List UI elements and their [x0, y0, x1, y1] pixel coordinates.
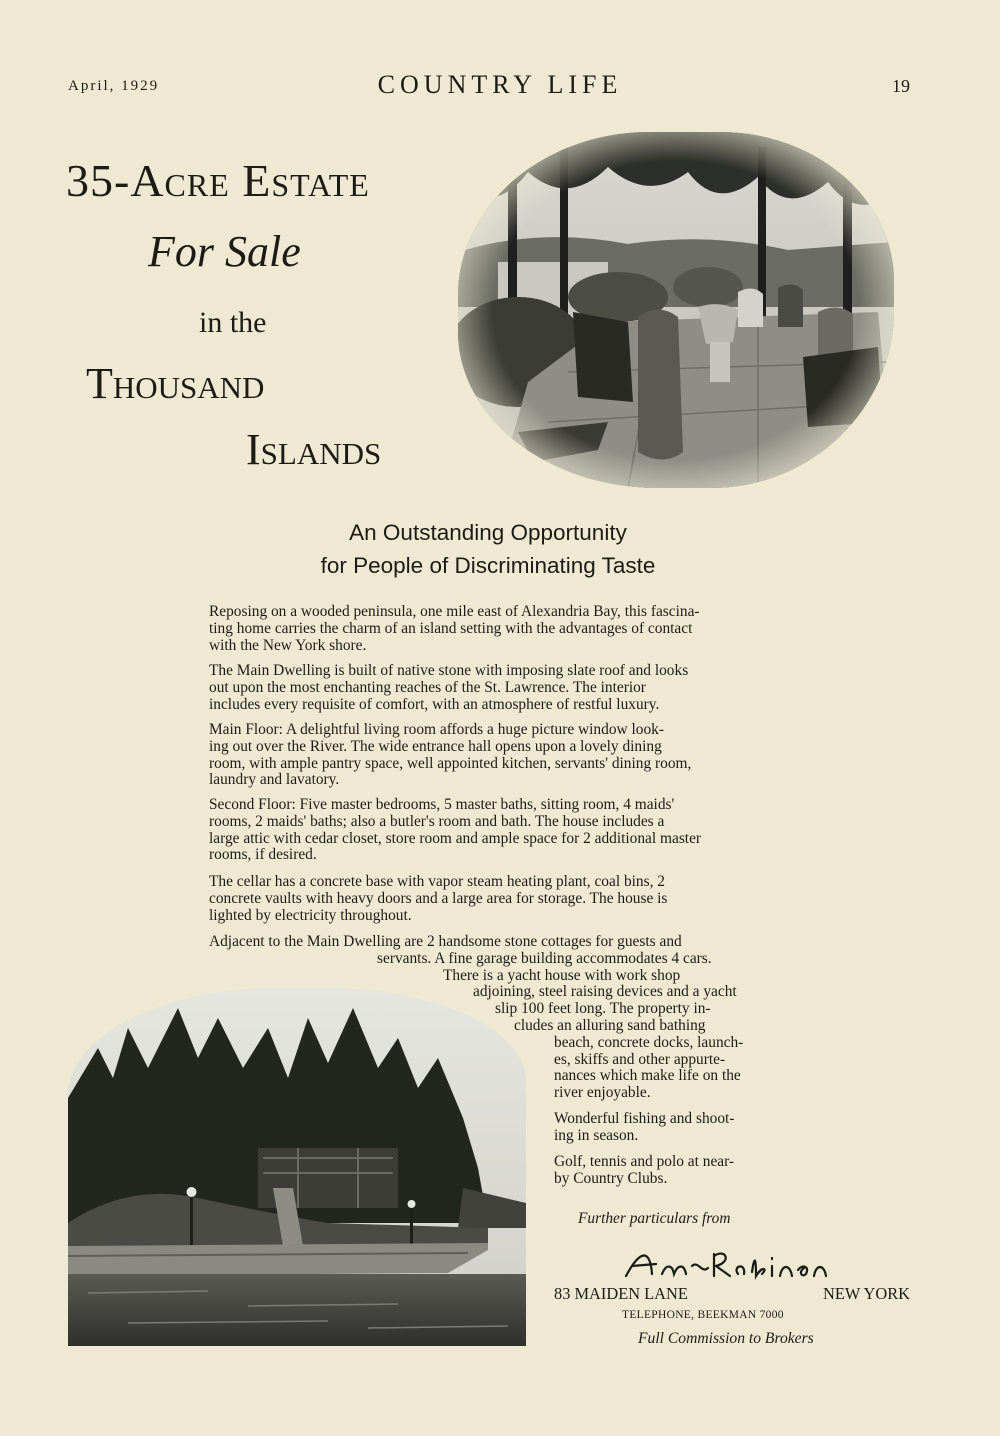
- page-number: 19: [892, 76, 910, 96]
- text-line: out upon the most enchanting reaches of the St. Lawrence. The interior: [209, 678, 646, 696]
- text-line: The Main Dwelling is built of native stone with imposing slate roof and looks: [209, 662, 689, 679]
- street-address: 83 MAIDEN LANE: [554, 1284, 688, 1303]
- text-line: includes every requisite of comfort, with an atmosphere of restful luxury.: [209, 695, 660, 713]
- terrace-photo: [458, 132, 894, 488]
- text-line: rooms, if desired.: [209, 846, 317, 864]
- subheading: [240, 516, 736, 582]
- text-line: ing in season.: [554, 1126, 639, 1144]
- text-line: rooms, 2 maids' baths; also a butler's room and bath. The house includes a: [209, 812, 665, 830]
- telephone: TELEPHONE, BEEKMAN 7000: [622, 1309, 784, 1321]
- subheading-line-1: An Outstanding Opportunity: [349, 520, 627, 545]
- headline-for-sale: For Sale: [148, 227, 301, 276]
- text-line: lighted by electricity throughout.: [209, 906, 412, 924]
- text-line: nances which make life on the: [554, 1067, 741, 1085]
- broker-commission-note: Full Commission to Brokers: [638, 1330, 814, 1347]
- shoreline-photo: [68, 988, 526, 1346]
- text-line: room, with ample pantry space, well appointed kitchen, servants' dining room,: [209, 754, 692, 772]
- text-line: with the New York shore.: [209, 636, 367, 654]
- headline-in-the: in the: [199, 306, 267, 339]
- signature-logo: [622, 1244, 842, 1289]
- text-line: There is a yacht house with work shop: [443, 966, 681, 984]
- magazine-title: COUNTRY LIFE: [377, 70, 623, 99]
- paragraph-location: [209, 604, 765, 654]
- headline-acreage: 35-Acre Estate: [66, 155, 370, 206]
- text-line: by Country Clubs.: [554, 1169, 668, 1187]
- text-line: laundry and lavatory.: [209, 771, 340, 789]
- text-line: cludes an alluring sand bathing: [514, 1016, 706, 1034]
- terrace-photo-graphic: [458, 132, 894, 488]
- text-line: servants. A fine garage building accommodates 4 cars.: [377, 949, 712, 967]
- paragraph-second-floor: [209, 797, 765, 864]
- text-line: large attic with cedar closet, store room and ample space for 2 additional master: [209, 829, 702, 847]
- text-line: Adjacent to the Main Dwelling are 2 handsome stone cottages for guests and: [209, 933, 682, 950]
- further-particulars: Further particulars from: [578, 1210, 731, 1227]
- text-line: Wonderful fishing and shoot-: [554, 1110, 735, 1127]
- text-line: ing out over the River. The wide entrance hall opens upon a lovely dining: [209, 737, 662, 755]
- headline-islands: Islands: [246, 425, 382, 474]
- paragraph-main-dwelling: [209, 663, 765, 713]
- subheading-line-2: for People of Discriminating Taste: [320, 553, 656, 578]
- text-line: Main Floor: A delightful living room affords a huge picture window look-: [209, 721, 664, 738]
- text-line: Golf, tennis and polo at near-: [554, 1153, 735, 1170]
- issue-date: April, 1929: [68, 78, 160, 94]
- shoreline-photo-graphic: [68, 988, 526, 1346]
- signature-graphic: [622, 1244, 842, 1284]
- text-line: adjoining, steel raising devices and a yacht: [473, 983, 737, 1001]
- text-line: Second Floor: Five master bedrooms, 5 master baths, sitting room, 4 maids': [209, 796, 675, 813]
- headline-thousand: Thousand: [86, 359, 265, 408]
- text-line: Reposing on a wooded peninsula, one mile east of Alexandria Bay, this fascina-: [209, 603, 700, 620]
- city: NEW YORK: [823, 1284, 910, 1303]
- paragraph-clubs: [554, 1154, 765, 1188]
- text-line: river enjoyable.: [554, 1084, 651, 1102]
- text-line: The cellar has a concrete base with vapor steam heating plant, coal bins, 2: [209, 873, 665, 890]
- paragraph-cellar: [209, 874, 765, 924]
- text-line: es, skiffs and other appurte-: [554, 1050, 726, 1068]
- paragraph-main-floor: [209, 722, 765, 789]
- text-line: beach, concrete docks, launch-: [554, 1033, 744, 1051]
- paragraph-fishing: [554, 1111, 765, 1145]
- text-line: slip 100 feet long. The property in-: [495, 1000, 711, 1018]
- text-line: ting home carries the charm of an island setting with the advantages of contact: [209, 619, 693, 637]
- text-line: concrete vaults with heavy doors and a large area for storage. The house is: [209, 889, 668, 907]
